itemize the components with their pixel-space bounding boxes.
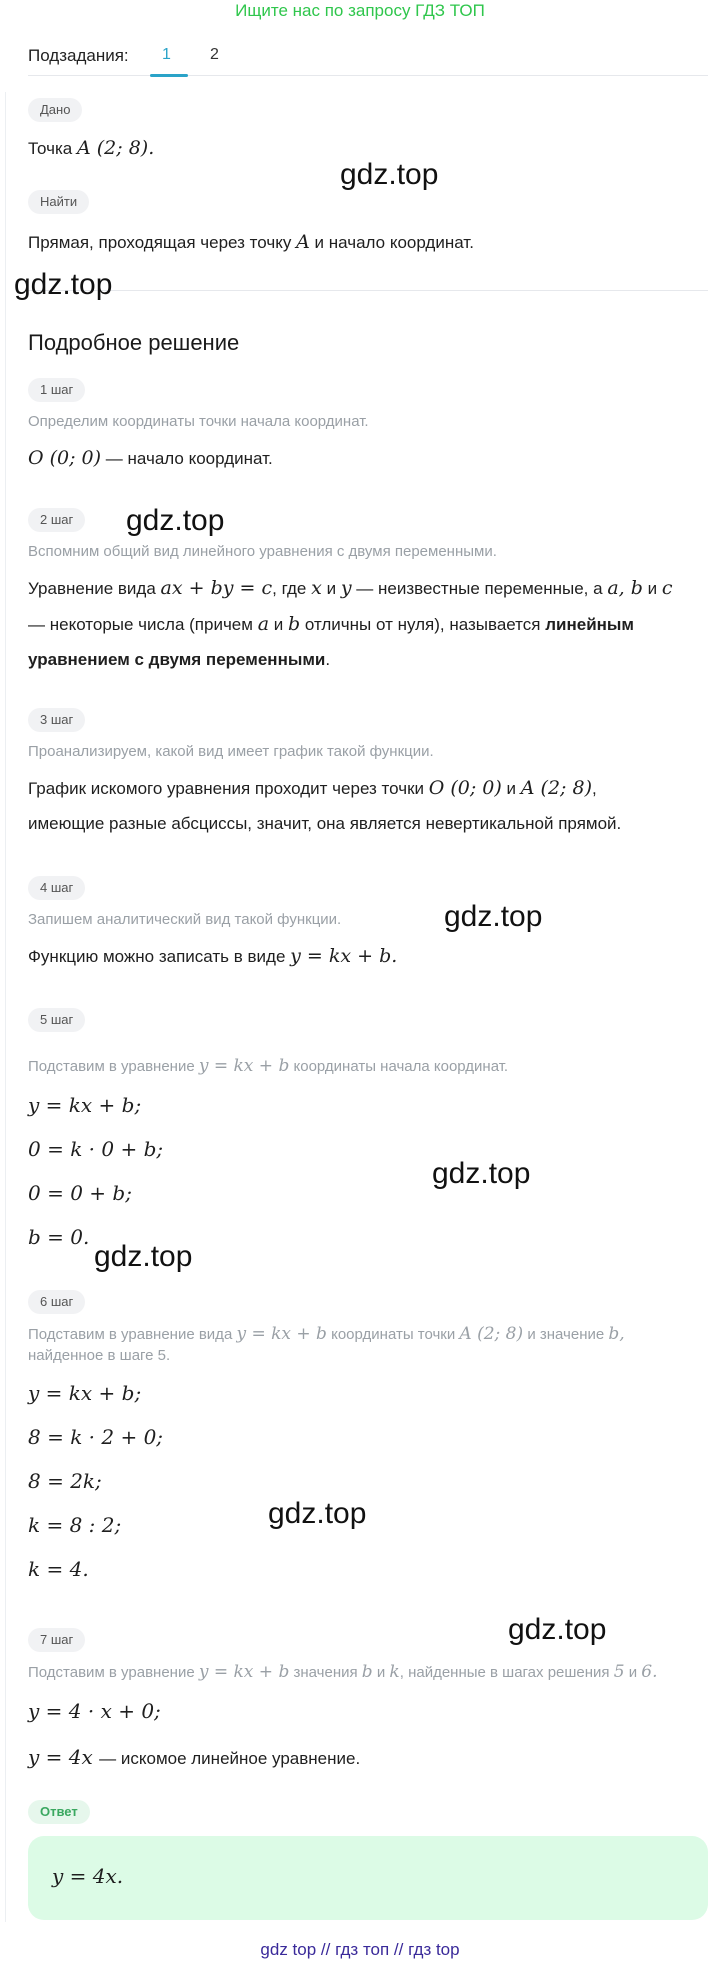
step7-hint-vb: b [361, 1662, 373, 1682]
step6-hint-a: Подставим в уравнение вида [28, 1326, 233, 1343]
step7-line1: y = 4 · x + 0; [28, 1699, 161, 1723]
tab-subtask-2[interactable]: 2 [210, 46, 219, 63]
step5-badge: 5 шаг [28, 1008, 85, 1032]
given-point-word: Точка [28, 139, 73, 158]
footer-links[interactable]: gdz top // гдз топ // гдз top [260, 1940, 460, 1959]
step3-l1-b: и [506, 779, 517, 798]
step7-hint-b: значения [293, 1664, 358, 1681]
watermark: gdz.top [268, 1497, 367, 1530]
step6-hint-eq: y = kx + b [236, 1324, 327, 1344]
step3-l1-a: График искомого уравнения проходит через точки [28, 779, 425, 798]
step5-hint [28, 1056, 508, 1077]
step7-hint [28, 1662, 658, 1683]
step2-l1-d: — неизвестные переменные, а [356, 579, 603, 598]
step7-line2-tail: — искомое линейное уравнение. [99, 1749, 361, 1768]
step1-tail: — начало координат. [105, 449, 273, 468]
step5-line: y = kx + b; [28, 1093, 142, 1117]
find-text-b: и начало координат. [314, 233, 474, 252]
top-banner: Ищите нас по запросу ГДЗ ТОП [235, 1, 485, 20]
subtasks-bar [28, 40, 708, 76]
step2-l2-a: — некоторые числа (причем [28, 615, 253, 634]
step1-hint: Определим координаты точки начала координат. [28, 413, 369, 430]
step6-hint-b2: b, [608, 1324, 625, 1344]
watermark: gdz.top [340, 158, 439, 191]
step2-line2 [28, 612, 634, 637]
step1-math: O (0; 0) [28, 447, 102, 469]
step3-badge: 3 шаг [28, 708, 85, 732]
step2-l2-b: и [273, 615, 284, 634]
step6-line: k = 4. [28, 1557, 89, 1581]
step2-l1-a: Уравнение вида [28, 579, 156, 598]
step6-hint-line2: найденное в шаге 5. [28, 1347, 171, 1364]
answer-box [28, 1836, 708, 1920]
step6-hint [28, 1324, 625, 1345]
watermark: gdz.top [126, 504, 225, 537]
step7-hint-vk: k [389, 1662, 400, 1682]
step2-l1-cc: c [661, 577, 673, 599]
step2-l2-vb: b [287, 613, 301, 635]
step5-line: 0 = k · 0 + b; [28, 1137, 164, 1161]
given-text [28, 136, 154, 161]
step4-badge: 4 шаг [28, 876, 85, 900]
step2-l3-bold: уравнением с двумя переменными [28, 650, 326, 669]
step2-l2-va: a [257, 613, 270, 635]
step2-l2-bold: линейным [545, 615, 635, 634]
step6-line: 8 = 2k; [28, 1469, 102, 1493]
watermark: gdz.top [94, 1240, 193, 1273]
step7-line2-eq: y = 4x [28, 1745, 93, 1769]
step3-hint: Проанализируем, какой вид имеет график такой функции. [28, 743, 434, 760]
step5-hint-b: координаты начала координат. [293, 1058, 509, 1075]
tab-subtask-1[interactable]: 1 [162, 46, 171, 63]
step2-line1 [28, 576, 673, 601]
step2-l1-abc: a, b [607, 577, 643, 599]
step2-l2-c: отличны от нуля), называется [304, 615, 541, 634]
watermark: gdz.top [14, 268, 113, 301]
step7-badge: 7 шаг [28, 1628, 85, 1652]
step5-line: b = 0. [28, 1225, 90, 1249]
step3-l1-o: O (0; 0) [428, 777, 502, 799]
watermark: gdz.top [444, 900, 543, 933]
step2-badge: 2 шаг [28, 508, 85, 532]
step2-l1-c: и [326, 579, 337, 598]
step4-hint: Запишем аналитический вид такой функции. [28, 911, 342, 928]
step5-hint-a: Подставим в уравнение [28, 1058, 195, 1075]
step2-l1-b: , где [272, 579, 307, 598]
find-text-a: Прямая, проходящая через точку [28, 233, 292, 252]
solution-title: Подробное решение [28, 330, 240, 355]
watermark: gdz.top [432, 1157, 531, 1190]
step6-line: y = kx + b; [28, 1381, 142, 1405]
find-text-var: A [296, 231, 310, 253]
step2-l1-eq: ax + by = c [160, 577, 273, 599]
step7-hint-n2: 6. [641, 1662, 658, 1682]
step3-l1-p: A (2; 8) [520, 777, 592, 799]
step7-hint-a: Подставим в уравнение [28, 1664, 195, 1681]
step2-l3-end: . [325, 650, 331, 669]
step1-badge: 1 шаг [28, 378, 85, 402]
step3-line1 [28, 776, 597, 801]
step7-hint-c: и [376, 1664, 386, 1681]
step6-line: k = 8 : 2; [28, 1513, 122, 1537]
step2-l1-x: x [311, 577, 322, 599]
active-tab-indicator [150, 74, 188, 77]
step4-text-a: Функцию можно записать в виде [28, 947, 286, 966]
given-point: A (2; 8). [77, 137, 155, 159]
section-divider [28, 290, 708, 291]
step6-hint-c: и значение [527, 1326, 605, 1343]
answer-value: y = 4x. [52, 1864, 124, 1888]
step1-text [28, 446, 273, 471]
find-badge: Найти [28, 190, 89, 214]
step5-hint-eq: y = kx + b [198, 1056, 290, 1076]
step6-badge: 6 шаг [28, 1290, 85, 1314]
step7-hint-eq: y = kx + b [198, 1662, 290, 1682]
given-badge: Дано [28, 98, 82, 122]
step2-l1-e: и [647, 579, 658, 598]
step2-hint: Вспомним общий вид линейного уравнения с двумя переменными. [28, 543, 497, 560]
find-text [28, 230, 474, 255]
subtasks-label: Подзадания: [28, 46, 129, 65]
step7-hint-e: и [628, 1664, 638, 1681]
step3-l1-c: , [592, 779, 597, 798]
step7-hint-n1: 5 [613, 1662, 625, 1682]
step2-l1-y: y [340, 577, 352, 599]
step2-line3 [28, 648, 330, 672]
answer-badge: Ответ [28, 1800, 90, 1824]
watermark: gdz.top [508, 1613, 607, 1646]
content-border [5, 92, 6, 1922]
step7-line2 [28, 1744, 360, 1772]
step4-eq: y = kx + b. [290, 945, 398, 967]
step6-line: 8 = k · 2 + 0; [28, 1425, 164, 1449]
step7-hint-d: , найденные в шагах решения [399, 1664, 610, 1681]
step3-line2: имеющие разные абсциссы, значит, она является невертикальной прямой. [28, 814, 622, 833]
step4-text [28, 944, 397, 969]
step6-hint-pt: A (2; 8) [459, 1324, 524, 1344]
step6-hint-b: координаты точки [331, 1326, 456, 1343]
step5-line: 0 = 0 + b; [28, 1181, 132, 1205]
